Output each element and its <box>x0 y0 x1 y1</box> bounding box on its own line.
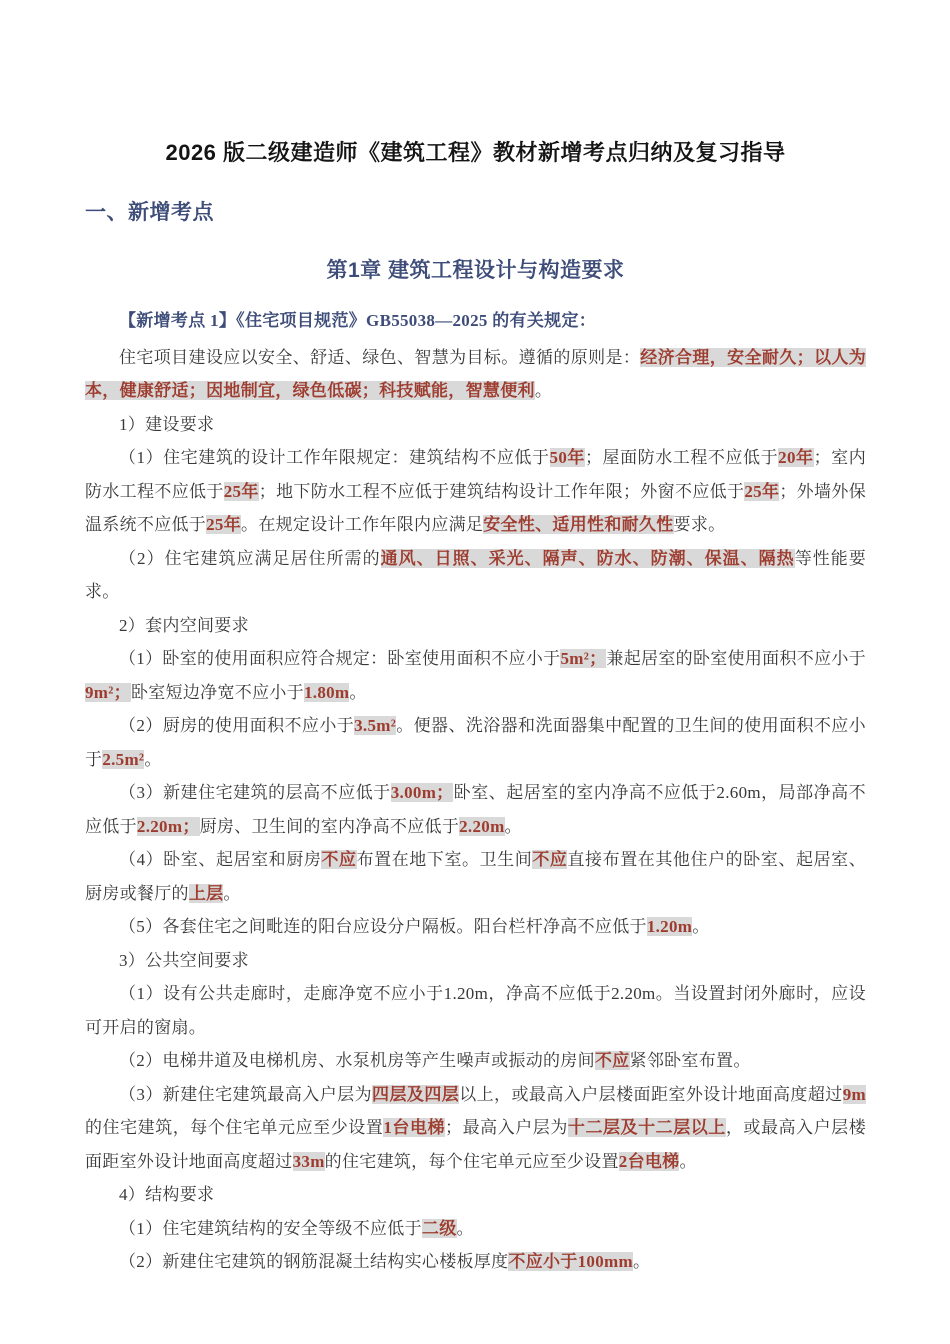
paragraph <box>85 1178 866 1212</box>
highlighted-text: 33m <box>292 1151 325 1171</box>
body-text: 。 <box>144 749 162 769</box>
body-text: （1）卧室的使用面积应符合规定：卧室使用面积不应小于 <box>119 649 561 668</box>
document-title: 2026 版二级建造师《建筑工程》教材新增考点归纳及复习指导 <box>165 140 786 165</box>
paragraph <box>85 441 866 542</box>
section-heading: 一、新增考点 <box>85 201 214 224</box>
highlighted-text: 1.20m <box>646 917 693 936</box>
body-text: 。 <box>534 381 553 400</box>
paragraph <box>85 1044 866 1078</box>
highlighted-text: 二级 <box>421 1218 457 1238</box>
body-text: 2）套内空间要求 <box>119 615 249 635</box>
body-text: 3）公共空间要求 <box>119 950 249 970</box>
body-text: ；最高入户层为 <box>445 1118 568 1137</box>
paragraph <box>85 1212 866 1246</box>
body-text: ，或最高入户层楼面距室外设计地面高度超过 <box>85 1118 867 1171</box>
highlighted-text: 25年 <box>744 481 780 501</box>
body-text: 1）建设要求 <box>119 414 215 434</box>
body-text: 布置在地下室。卫生间 <box>356 850 533 869</box>
body-text: 直接布置在其他住户的卧室、起居室、厨房或餐厅的 <box>85 850 866 903</box>
body-text: （2）住宅建筑应满足居住所需的 <box>119 548 381 568</box>
highlighted-text: 3.5m² <box>354 716 397 735</box>
topic-heading: 【新增考点 1】《住宅项目规范》GB55038—2025 的有关规定： <box>119 311 597 330</box>
body-text: 。在规定设计工作年限内应满足 <box>241 515 484 534</box>
body-text: 的住宅建筑，每个住宅单元应至少设置 <box>324 1151 619 1171</box>
highlighted-text: 2.5m² <box>102 749 145 769</box>
highlighted-text: 25年 <box>223 481 259 501</box>
paragraph <box>85 1245 866 1279</box>
body-text: （2）电梯井道及电梯机房、水泵机房等产生噪声或振动的房间 <box>119 1051 595 1070</box>
body-text: 厨房、卫生间的室内净高不应低于 <box>199 816 460 836</box>
highlighted-text: 不应 <box>321 850 357 869</box>
body-text: 。便器、洗浴器和洗面器集中配置的卫生间的使用面积不应小于 <box>85 716 866 769</box>
paragraph <box>85 341 866 408</box>
paragraph <box>85 609 866 643</box>
body-text: ；地下防水工程不应低于建筑结构设计工作年限；外窗不应低于 <box>258 481 745 501</box>
highlighted-text: 不应 <box>532 850 568 869</box>
body-text: 等性能要求。 <box>85 548 867 601</box>
body-text: （2）厨房的使用面积不应小于 <box>119 716 355 735</box>
body-text: 。 <box>456 1218 474 1238</box>
paragraph <box>85 910 866 944</box>
body-text: 4）结构要求 <box>119 1185 215 1204</box>
highlighted-text: 2.20m； <box>136 816 200 836</box>
paragraph <box>85 1078 866 1179</box>
body-text: （2）新建住宅建筑的钢筋混凝土结构实心楼板厚度 <box>119 1252 509 1271</box>
highlighted-text: 1台电梯 <box>383 1118 446 1137</box>
paragraph <box>85 408 866 442</box>
body-text: （3）新建住宅建筑的层高不应低于 <box>119 783 391 802</box>
body-text: ；外墙外保温系统不应低于 <box>85 481 867 534</box>
body-text: 。 <box>349 682 367 702</box>
body-text: 。 <box>679 1151 697 1171</box>
paragraph <box>85 642 866 709</box>
body-text: （5）各套住宅之间毗连的阳台应设分户隔板。阳台栏杆净高不应低于 <box>119 917 647 936</box>
highlighted-text: 2台电梯 <box>618 1151 680 1171</box>
highlighted-text: 20年 <box>778 448 814 467</box>
body-text: 。 <box>692 917 710 936</box>
body-text: 以上，或最高入户层楼面距室外设计地面高度超过 <box>459 1084 843 1104</box>
body-text: ；屋面防水工程不应低于 <box>584 448 779 467</box>
body-text: 卧室短边净宽不应小于 <box>130 682 304 702</box>
highlighted-text: 5m²； <box>560 649 607 668</box>
body-text: 卧室、起居室的室内净高不应低于2.60m，局部净高不应低于 <box>85 783 866 836</box>
body-text: （1）住宅建筑结构的安全等级不应低于 <box>119 1218 422 1238</box>
highlighted-text: 9m <box>842 1084 866 1104</box>
highlighted-text: 经济合理，安全耐久；以人为本，健康舒适；因地制宜，绿色低碳；科技赋能，智慧便利 <box>85 347 867 400</box>
body-text: （1）设有公共走廊时，走廊净宽不应小于1.20m，净高不应低于2.20m。当设置封闭外廊时，应设可开启的窗扇。 <box>85 984 866 1037</box>
paragraph <box>85 709 866 776</box>
highlighted-text: 十二层及十二层以上 <box>567 1118 726 1137</box>
highlighted-text: 安全性、适用性和耐久性 <box>483 515 674 534</box>
paragraph <box>85 977 866 1044</box>
paragraph <box>85 944 866 978</box>
highlighted-text: 25年 <box>206 515 242 534</box>
body-text: （1）住宅建筑的设计工作年限规定：建筑结构不应低于 <box>119 448 550 467</box>
body-text: 紧邻卧室布置。 <box>629 1051 751 1070</box>
body-text: 兼起居室的卧室使用面积不应小于 <box>606 649 866 668</box>
body-text: 的住宅建筑，每个住宅单元应至少设置 <box>85 1118 384 1137</box>
highlighted-text: 上层 <box>188 883 224 903</box>
document-body <box>85 341 866 1279</box>
highlighted-text: 四层及四层 <box>372 1084 460 1104</box>
body-text: （3）新建住宅建筑最高入户层为 <box>119 1084 373 1104</box>
body-text: ；室内防水工程不应低于 <box>85 448 867 501</box>
highlighted-text: 3.00m； <box>390 783 454 802</box>
body-text: 住宅项目建设应以安全、舒适、绿色、智慧为目标。遵循的原则是： <box>119 347 641 367</box>
highlighted-text: 9m²； <box>85 682 131 702</box>
paragraph <box>85 776 866 843</box>
paragraph <box>85 542 866 609</box>
highlighted-text: 不应 <box>594 1051 630 1070</box>
highlighted-text: 通风、日照、采光、隔声、防水、防潮、保温、隔热 <box>380 548 795 568</box>
highlighted-text: 2.20m <box>459 816 505 836</box>
body-text: 。 <box>223 883 241 903</box>
paragraph <box>85 843 866 910</box>
body-text: （4）卧室、起居室和厨房 <box>119 850 322 869</box>
highlighted-text: 不应小于100mm <box>508 1252 633 1271</box>
body-text: 。 <box>504 816 522 836</box>
highlighted-text: 50年 <box>549 448 585 467</box>
body-text: 。 <box>632 1252 651 1271</box>
highlighted-text: 1.80m <box>303 682 350 702</box>
chapter-heading: 第1章 建筑工程设计与构造要求 <box>326 259 625 282</box>
body-text: 要求。 <box>673 515 726 534</box>
